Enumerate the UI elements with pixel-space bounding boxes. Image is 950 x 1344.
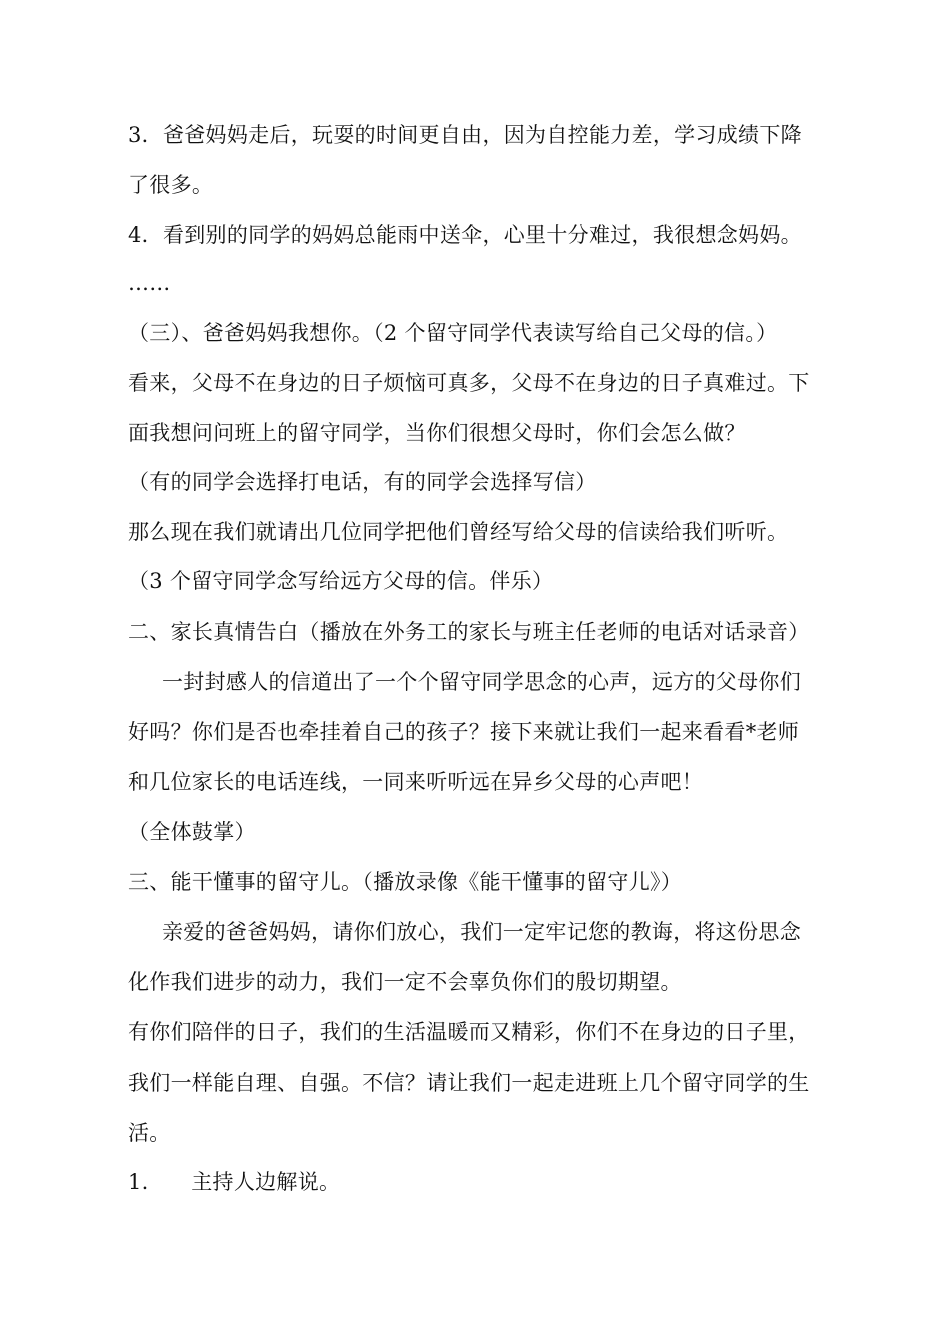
- paragraph-line-2: 了很多。: [128, 173, 214, 197]
- paragraph-line-14: 和几位家长的电话连线，一同来听听远在异乡父母的心声吧！: [128, 770, 704, 794]
- paragraph-line-20: 我们一样能自理、自强。不信？请让我们一起走进班上几个留守同学的生: [128, 1071, 810, 1095]
- ellipsis-line: ……: [128, 271, 171, 295]
- paragraph-line-19: 有你们陪伴的日子，我们的生活温暖而又精彩，你们不在身边的日子里，: [128, 1020, 810, 1044]
- paragraph-line-12: 一封封感人的信道出了一个个留守同学思念的心声，远方的父母你们: [162, 670, 801, 694]
- paragraph-line-8: （有的同学会选择打电话，有的同学会选择写信）: [128, 470, 597, 494]
- paragraph-line-17: 亲爱的爸爸妈妈，请你们放心，我们一定牢记您的教诲，将这份思念: [162, 920, 801, 944]
- section-heading-two: 二、家长真情告白（播放在外务工的家长与班主任老师的电话对话录音）: [128, 620, 810, 644]
- section-heading-three: 三、能干懂事的留守儿。（播放录像《能干懂事的留守儿》）: [128, 870, 683, 894]
- paragraph-line-6: 看来，父母不在身边的日子烦恼可真多，父母不在身边的日子真难过。下: [128, 371, 810, 395]
- paragraph-line-13: 好吗？你们是否也牵挂着自己的孩子？接下来就让我们一起来看看*老师: [128, 720, 800, 744]
- paragraph-line-10: （3 个留守同学念写给远方父母的信。伴乐）: [128, 569, 554, 593]
- paragraph-line-21: 活。: [128, 1121, 171, 1145]
- list-item-1: 1. 主持人边解说。: [128, 1170, 341, 1194]
- section-heading-3: （三）、爸爸妈妈我想你。（2 个留守同学代表读写给自己父母的信。）: [128, 321, 778, 345]
- paragraph-line-1: 3．爸爸妈妈走后，玩耍的时间更自由，因为自控能力差，学习成绩下降: [128, 123, 802, 147]
- paragraph-line-18: 化作我们进步的动力，我们一定不会辜负你们的殷切期望。: [128, 970, 682, 994]
- paragraph-line-15: （全体鼓掌）: [128, 820, 256, 844]
- paragraph-line-9: 那么现在我们就请出几位同学把他们曾经写给父母的信读给我们听听。: [128, 520, 789, 544]
- paragraph-line-7: 面我想问问班上的留守同学，当你们很想父母时，你们会怎么做？: [128, 421, 746, 445]
- paragraph-line-3: 4．看到别的同学的妈妈总能雨中送伞，心里十分难过，我很想念妈妈。: [128, 223, 802, 247]
